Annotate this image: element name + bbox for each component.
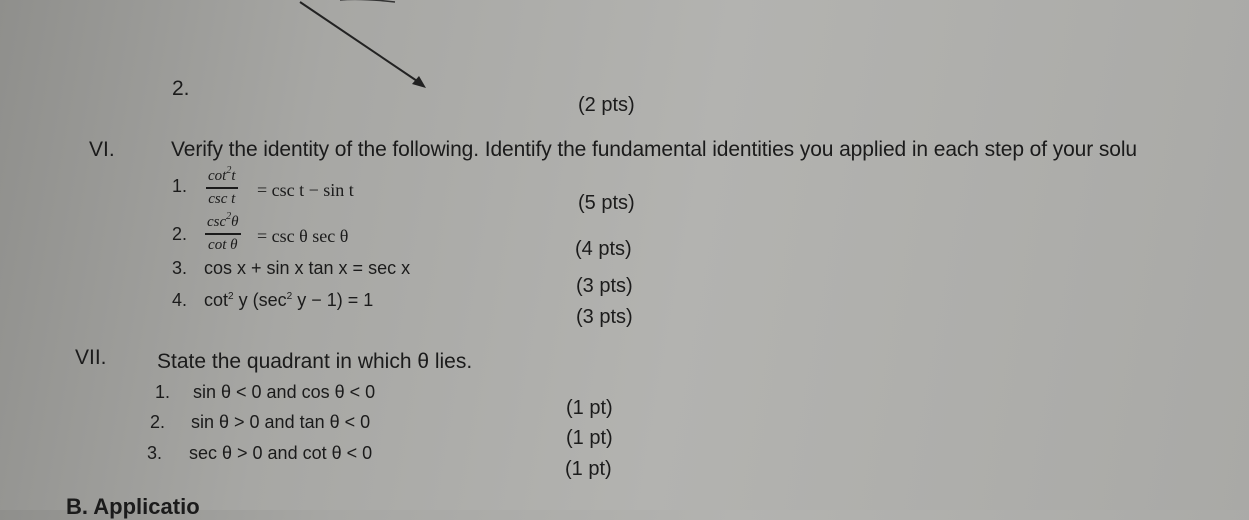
vii-item-1-points: (1 pt)	[566, 397, 613, 419]
vi-item-1-numerator: $\cot^2t$	[208, 165, 236, 184]
vii-item-1-number: 1.	[155, 382, 171, 402]
vi-item-2-fraction	[205, 212, 241, 253]
vi-item-2-number: 2.	[172, 224, 188, 244]
vii-item-2-points: (1 pt)	[566, 427, 613, 449]
vi-item-4-number: 4.	[172, 290, 188, 310]
vi-item-1-rhs: = csc t − sin t	[257, 180, 354, 200]
vi-item-1-denominator: csc t	[208, 190, 236, 207]
vi-item-3-expression: cos x + sin x tan x = sec x	[204, 258, 411, 278]
fraction-bar	[206, 187, 238, 189]
vii-item-1-expression: sin θ < 0 and cos θ < 0	[193, 382, 376, 402]
vi-item-4-points: (3 pts)	[576, 306, 633, 328]
vi-item-1-number: 1.	[172, 176, 188, 196]
vi-item-1-points: (5 pts)	[578, 192, 635, 214]
vi-item-1-fraction	[206, 166, 238, 207]
vi-item-3-points: (3 pts)	[576, 275, 633, 297]
vii-item-2-expression: sin θ > 0 and tan θ < 0	[191, 412, 371, 432]
section-b-heading: B. Applicatio	[66, 494, 200, 519]
vi-item-3-number: 3.	[172, 258, 188, 278]
vi-item-4-expression: $\cot^2 y$ ($\sec^2$ y − 1) = 1	[204, 290, 374, 310]
section-vi-instruction: Verify the identity of the following. Identify the fundamental identities you applied in each step of your solu	[171, 138, 1138, 161]
top-item-number: 2.	[172, 77, 190, 100]
vii-item-3-expression: sec θ > 0 and cot θ < 0	[189, 443, 373, 463]
section-vi-number: VI.	[89, 138, 115, 161]
vi-item-2-denominator: cot θ	[208, 236, 238, 253]
top-item-points: (2 pts)	[578, 94, 635, 116]
vii-item-3-points: (1 pt)	[565, 458, 612, 480]
section-vii-number: VII.	[75, 346, 107, 369]
section-vii-instruction: State the quadrant in which θ lies.	[157, 350, 473, 373]
vi-item-2-numerator: $\csc^2\theta$	[207, 211, 239, 230]
vii-item-2-number: 2.	[150, 412, 166, 432]
vi-item-2-rhs: = csc θ sec θ	[257, 226, 349, 246]
vii-item-3-number: 3.	[147, 443, 163, 463]
fraction-bar	[205, 233, 241, 235]
vi-item-2-points: (4 pts)	[575, 238, 632, 260]
